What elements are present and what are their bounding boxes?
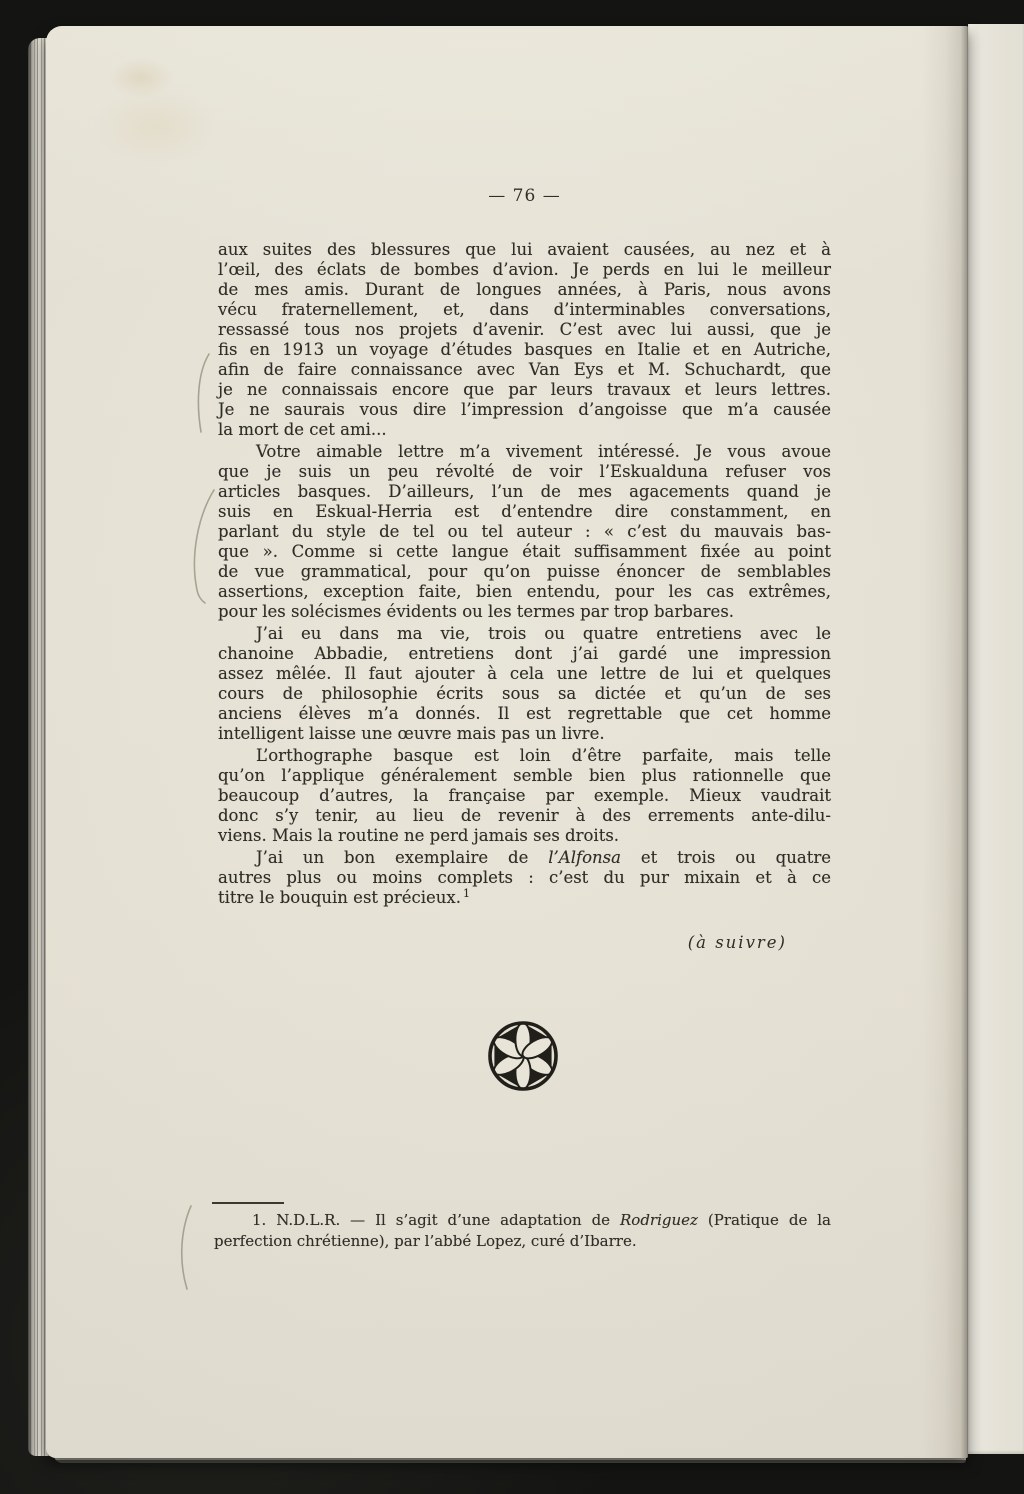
paragraph bbox=[218, 624, 831, 744]
text-line bbox=[218, 542, 831, 562]
text-segment: anciens élèves m’a donnés. Il est regrettable que cet homme bbox=[218, 704, 831, 723]
text-segment: articles basques. D’ailleurs, l’un de mes agacements quand je bbox=[218, 482, 831, 501]
text-line bbox=[218, 260, 831, 280]
text-segment: l’œil, des éclats de bombes d’avion. Je perds en lui le meilleur bbox=[218, 260, 831, 279]
text-segment: Votre aimable lettre m’a vivement intéressé. Je vous avoue bbox=[256, 442, 831, 461]
text-segment: autres plus ou moins complets : c’est du pur mixain et à ce bbox=[218, 868, 831, 887]
text-segment: aux suites des blessures que lui avaient causées, au nez et à bbox=[218, 240, 831, 259]
text-line bbox=[218, 602, 831, 622]
text-line bbox=[218, 462, 831, 482]
text-segment: perfection chrétienne), par l’abbé Lopez, curé d’Ibarre. bbox=[214, 1232, 637, 1250]
text-segment: L’orthographe basque est loin d’être parfaite, mais telle bbox=[256, 746, 831, 765]
text-line bbox=[214, 1210, 831, 1231]
text-line bbox=[218, 786, 831, 806]
text-segment: ressassé tous nos projets d’avenir. C’est avec lui aussi, que je bbox=[218, 320, 831, 339]
text-segment: beaucoup d’autres, la française par exemple. Mieux vaudrait bbox=[218, 786, 831, 805]
text-segment: (Pratique de la bbox=[697, 1211, 831, 1229]
text-line bbox=[214, 1231, 831, 1252]
book-page bbox=[46, 26, 968, 1458]
text-segment: viens. Mais la routine ne perd jamais ses droits. bbox=[218, 826, 620, 845]
text-segment: fis en 1913 un voyage d’études basques en Italie et en Autriche, bbox=[218, 340, 831, 359]
text-line bbox=[218, 320, 831, 340]
text-segment: la mort de cet ami... bbox=[218, 420, 387, 439]
text-segment: qu’on l’applique généralement semble bien plus rationnelle que bbox=[218, 766, 831, 785]
text-line bbox=[218, 280, 831, 300]
text-line bbox=[218, 868, 831, 888]
text-segment: donc s’y tenir, au lieu de revenir à des errements ante-dilu- bbox=[218, 806, 831, 825]
text-segment: l’Alfonsa bbox=[548, 848, 621, 867]
text-line bbox=[218, 562, 831, 582]
text-segment: Je ne saurais vous dire l’impression d’angoisse que m’a causée bbox=[218, 400, 831, 419]
paragraph bbox=[218, 746, 831, 846]
text-line bbox=[218, 360, 831, 380]
text-segment: de vue grammatical, pour qu’on puisse énoncer de semblables bbox=[218, 562, 831, 581]
text-line bbox=[218, 806, 831, 826]
text-line bbox=[218, 340, 831, 360]
text-segment: Rodriguez bbox=[620, 1211, 698, 1229]
text-line bbox=[218, 582, 831, 602]
text-line bbox=[218, 644, 831, 664]
text-segment: vécu fraternellement, et, dans d’interminables conversations, bbox=[218, 300, 831, 319]
page-number: — 76 — bbox=[488, 186, 561, 206]
paragraph bbox=[218, 442, 831, 622]
text-line bbox=[218, 482, 831, 502]
text-line bbox=[218, 522, 831, 542]
text-line bbox=[218, 766, 831, 786]
text-segment: chanoine Abbadie, entretiens dont j’ai gardé une impression bbox=[218, 644, 831, 663]
text-segment: cours de philosophie écrits sous sa dictée et qu’un de ses bbox=[218, 684, 831, 703]
footnote-rule bbox=[212, 1202, 284, 1204]
text-line bbox=[218, 380, 831, 400]
footnote-reference: 1 bbox=[462, 887, 470, 900]
text-line bbox=[218, 624, 831, 644]
text-line bbox=[218, 400, 831, 420]
text-line bbox=[218, 746, 831, 766]
text-line bbox=[218, 826, 831, 846]
facing-page-sliver bbox=[968, 24, 1024, 1454]
footnote bbox=[214, 1210, 831, 1252]
text-line bbox=[218, 724, 831, 744]
text-segment: titre le bouquin est précieux. bbox=[218, 888, 461, 907]
text-line bbox=[218, 888, 831, 908]
text-segment: je ne connaissais encore que par leurs travaux et leurs lettres. bbox=[218, 380, 831, 399]
text-line bbox=[218, 684, 831, 704]
text-line bbox=[218, 664, 831, 684]
text-line bbox=[218, 502, 831, 522]
text-segment: J’ai un bon exemplaire de bbox=[256, 848, 549, 867]
continuation-note: (à suivre) bbox=[687, 933, 787, 952]
text-line bbox=[218, 300, 831, 320]
text-segment: de mes amis. Durant de longues années, à Paris, nous avons bbox=[218, 280, 831, 299]
text-line bbox=[218, 848, 831, 868]
text-segment: que je suis un peu révolté de voir l’Eskualduna refuser vos bbox=[218, 462, 831, 481]
text-segment: 1. N.D.L.R. — Il s’agit d’une adaptation de bbox=[252, 1211, 620, 1229]
text-line bbox=[218, 704, 831, 724]
hexafoil-ornament-icon bbox=[486, 1019, 560, 1093]
text-segment: J’ai eu dans ma vie, trois ou quatre entretiens avec le bbox=[256, 624, 831, 643]
body-text bbox=[218, 240, 831, 908]
paragraph bbox=[218, 848, 831, 908]
text-line bbox=[218, 240, 831, 260]
text-segment: que ». Comme si cette langue était suffisamment fixée au point bbox=[218, 542, 831, 561]
text-segment: et trois ou quatre bbox=[620, 848, 831, 867]
text-segment: afin de faire connaissance avec Van Eys et M. Schuchardt, que bbox=[218, 360, 831, 379]
text-segment: assez mêlée. Il faut ajouter à cela une lettre de lui et quelques bbox=[218, 664, 831, 683]
text-segment: intelligent laisse une œuvre mais pas un livre. bbox=[218, 724, 605, 743]
text-segment: pour les solécismes évidents ou les termes par trop barbares. bbox=[218, 602, 735, 621]
text-line bbox=[218, 420, 831, 440]
text-line bbox=[218, 442, 831, 462]
text-segment: assertions, exception faite, bien entendu, pour les cas extrêmes, bbox=[218, 582, 831, 601]
paragraph bbox=[218, 240, 831, 440]
text-segment: suis en Eskual-Herria est d’entendre dire constamment, en bbox=[218, 502, 831, 521]
text-segment: parlant du style de tel ou tel auteur : « c’est du mauvais bas- bbox=[218, 522, 831, 541]
